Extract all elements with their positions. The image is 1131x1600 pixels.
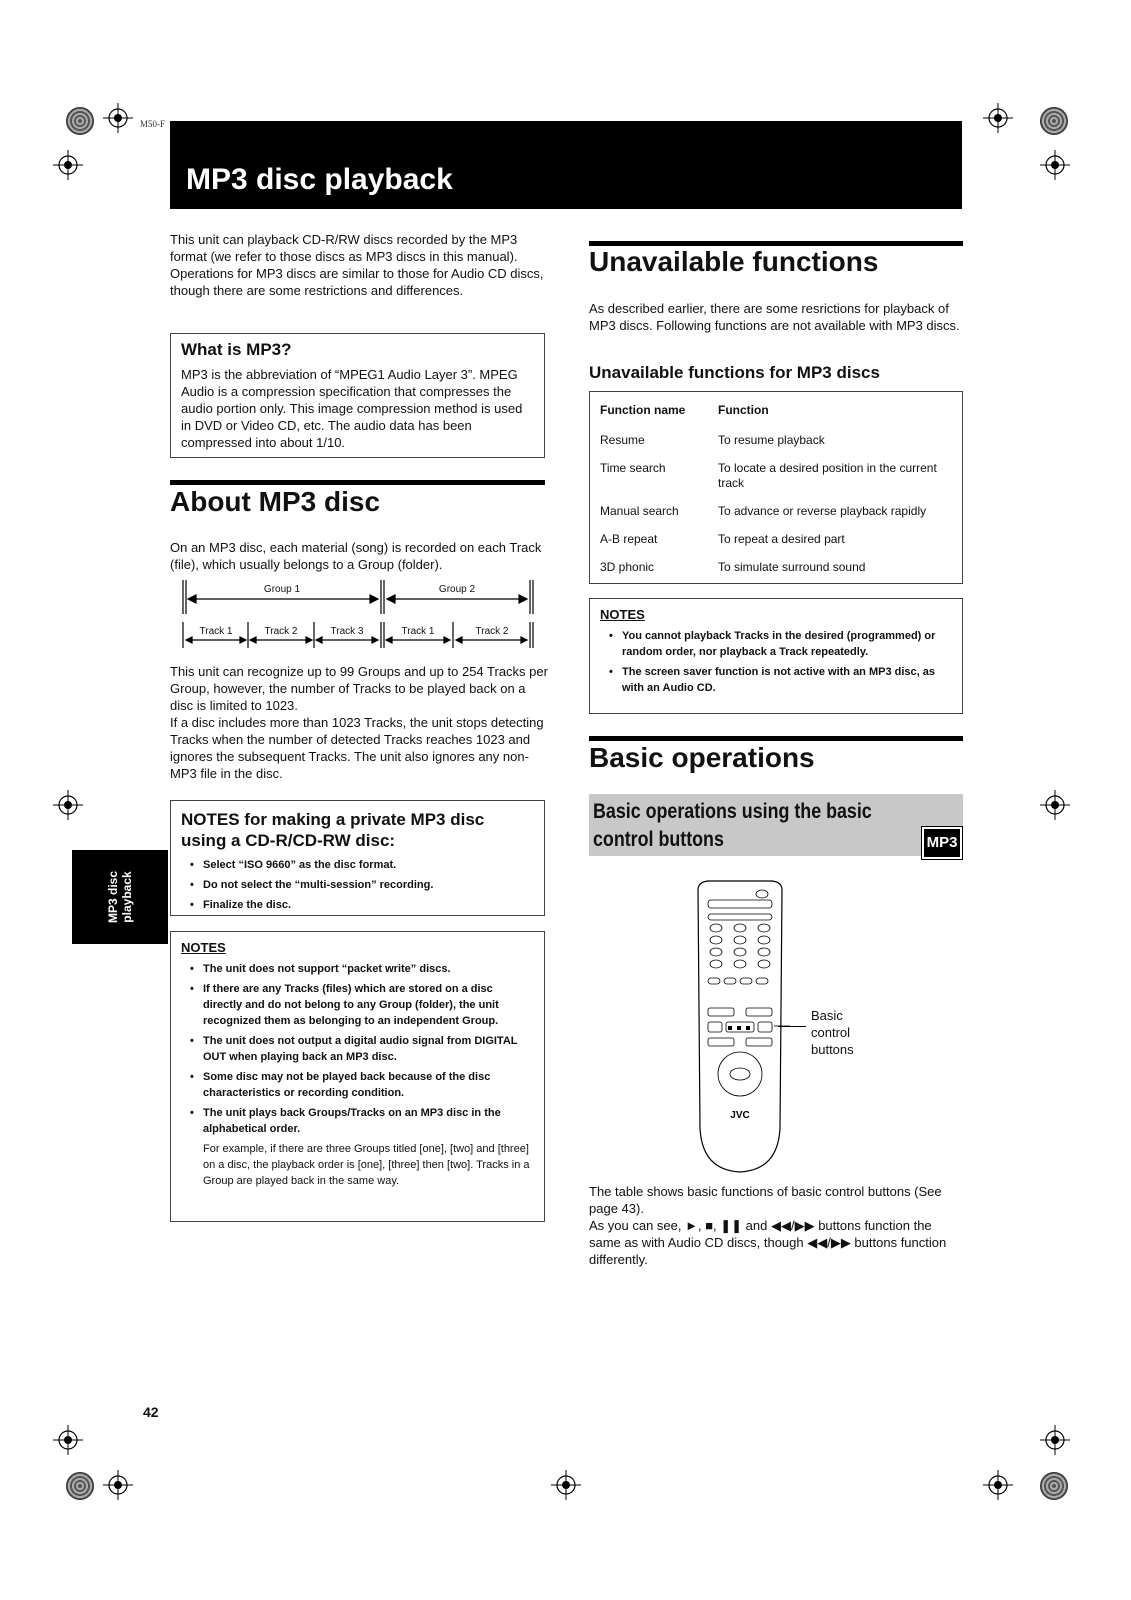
side-tab-label xyxy=(106,871,134,923)
callout-line xyxy=(778,1026,806,1027)
list-item: • The unit plays back Groups/Tracks on an MP3 disc in the alphabetical order. xyxy=(181,1105,534,1137)
notes-box-left xyxy=(170,931,545,1222)
track-label: Track 3 xyxy=(330,626,364,637)
unavailable-title: Unavailable functions xyxy=(589,246,879,277)
list-item: • You cannot playback Tracks in the desired (programmed) or random order, nor playback a Track repeatedly. xyxy=(600,628,952,660)
table-cell: To simulate surround sound xyxy=(718,560,866,574)
private-disc-notes-box xyxy=(170,800,545,916)
table-row xyxy=(600,504,948,532)
page-number: 42 xyxy=(143,1404,159,1420)
intro-text: This unit can playback CD-R/RW discs recorded by the MP3 format (we refer to those discs as MP3 discs in this manual). Operations for MP3 discs are similar to those for Audio CD discs, though there are some restrictions and differences. xyxy=(170,232,544,298)
registration-mark xyxy=(103,103,133,133)
private-disc-notes-list xyxy=(181,857,534,913)
private-disc-notes-title: NOTES for making a private MP3 disc using a CD-R/CD-RW disc: xyxy=(181,810,485,850)
what-is-mp3-box xyxy=(170,333,545,458)
table-header: Function xyxy=(718,403,769,417)
group-label-2: Group 2 xyxy=(438,584,476,595)
table-row xyxy=(600,532,948,560)
remote-control-illustration xyxy=(690,878,790,1178)
list-item: • If there are any Tracks (files) which are stored on a disc directly and do not belong to any Group (folder), the unit recognized them as belonging to an independent Group. xyxy=(181,981,534,1029)
table-cell: Manual search xyxy=(600,504,679,518)
basic-text-1: The table shows basic functions of basic control buttons (See page 43). xyxy=(589,1184,942,1216)
about-text-1: On an MP3 disc, each material (song) is recorded on each Track (file), which usually belongs to a Group (folder). xyxy=(170,540,542,572)
list-item: • The unit does not output a digital audio signal from DIGITAL OUT when playing back an MP3 disc. xyxy=(181,1033,534,1065)
what-is-mp3-body: MP3 is the abbreviation of “MPEG1 Audio Layer 3”. MPEG Audio is a compression specification that compresses the audio portion only. This image compression method is used in DVD or Video CD, etc. The audio data has been compressed into about 1/10. xyxy=(181,367,523,450)
registration-mark xyxy=(53,1425,83,1455)
registration-mark xyxy=(1040,1425,1070,1455)
table-cell: To resume playback xyxy=(718,433,825,447)
registration-mark xyxy=(983,1470,1013,1500)
group-track-diagram xyxy=(180,578,536,650)
table-row xyxy=(600,560,948,588)
notes-title: NOTES xyxy=(600,607,645,622)
unavailable-table xyxy=(600,403,948,588)
disc-mark xyxy=(1040,107,1068,135)
registration-mark xyxy=(983,103,1013,133)
basic-text-2: As you can see, ►, ■, ❚❚ and ◀◀/▶▶ buttons function the same as with Audio CD discs, though ◀◀/▶▶ buttons function differently. xyxy=(589,1218,947,1267)
notes-example: For example, if there are three Groups titled [one], [two] and [three] on a disc, the playback order is [one], [three] then [two]. Tracks in a Group are played back in the same way. xyxy=(203,1143,530,1187)
basic-operations-subtitle xyxy=(593,798,872,854)
table-cell: Resume xyxy=(600,433,645,447)
table-cell: Time search xyxy=(600,461,666,475)
side-tab-line2: playback xyxy=(120,871,134,923)
subtitle-line-2: control buttons xyxy=(593,828,724,851)
unavailable-subtitle: Unavailable functions for MP3 discs xyxy=(589,363,880,382)
notes-list xyxy=(181,961,534,1137)
track-label: Track 1 xyxy=(199,626,233,637)
registration-mark xyxy=(103,1470,133,1500)
notes-list xyxy=(600,628,952,696)
disc-mark xyxy=(66,1472,94,1500)
page-title: MP3 disc playback xyxy=(186,163,453,196)
unavailable-table-box xyxy=(589,391,963,584)
list-item: • Select “ISO 9660” as the disc format. xyxy=(181,857,534,873)
basic-operations-title: Basic operations xyxy=(589,742,815,773)
about-title: About MP3 disc xyxy=(170,486,381,517)
registration-mark xyxy=(53,790,83,820)
list-item: • The unit does not support “packet write” discs. xyxy=(181,961,534,977)
table-header: Function name xyxy=(600,403,686,417)
list-item: • The screen saver function is not active with an MP3 disc, as with an Audio CD. xyxy=(600,664,952,696)
about-text-3: If a disc includes more than 1023 Tracks, the unit stops detecting Tracks when the number of detected Tracks reaches 1023 and ignores the subsequent Tracks. The unit also ignores any non-MP3 file in the disc. xyxy=(170,715,544,781)
registration-mark xyxy=(551,1470,581,1500)
side-tab-line1: MP3 disc xyxy=(106,870,120,924)
subtitle-line-1: Basic operations using the basic xyxy=(593,800,872,823)
notes-title: NOTES xyxy=(181,940,226,955)
basic-control-callout: Basic control buttons xyxy=(811,1008,854,1057)
group-label-1: Group 1 xyxy=(263,584,301,595)
registration-mark xyxy=(1040,150,1070,180)
table-cell: A-B repeat xyxy=(600,532,658,546)
mp3-badge: MP3 xyxy=(922,827,962,859)
disc-mark xyxy=(66,107,94,135)
list-item: • Do not select the “multi-session” recording. xyxy=(181,877,534,893)
track-label: Track 2 xyxy=(264,626,298,637)
registration-mark xyxy=(1040,790,1070,820)
unavailable-text: As described earlier, there are some resrictions for playback of MP3 discs. Following functions are not available with MP3 discs. xyxy=(589,301,960,333)
notes-box-right xyxy=(589,598,963,714)
table-row xyxy=(600,433,948,461)
list-item: • Some disc may not be played back because of the disc characteristics or recording condition. xyxy=(181,1069,534,1101)
section-rule xyxy=(589,736,963,741)
table-cell: To advance or reverse playback rapidly xyxy=(718,504,927,518)
section-rule xyxy=(170,480,545,485)
table-cell: To repeat a desired part xyxy=(718,532,845,546)
track-label: Track 1 xyxy=(401,626,435,637)
track-label: Track 2 xyxy=(475,626,509,637)
about-text-2: This unit can recognize up to 99 Groups and up to 254 Tracks per Group, however, the number of Tracks to be played back on a disc is limited to 1023. xyxy=(170,664,548,713)
remote-brand: JVC xyxy=(730,1110,750,1121)
registration-mark xyxy=(53,150,83,180)
table-cell: To locate a desired position in the current track xyxy=(718,461,937,490)
print-code: M50-F xyxy=(140,119,166,129)
what-is-mp3-title: What is MP3? xyxy=(181,340,292,359)
disc-mark xyxy=(1040,1472,1068,1500)
table-row xyxy=(600,461,948,504)
table-cell: 3D phonic xyxy=(600,560,655,574)
list-item: • Finalize the disc. xyxy=(181,897,534,913)
